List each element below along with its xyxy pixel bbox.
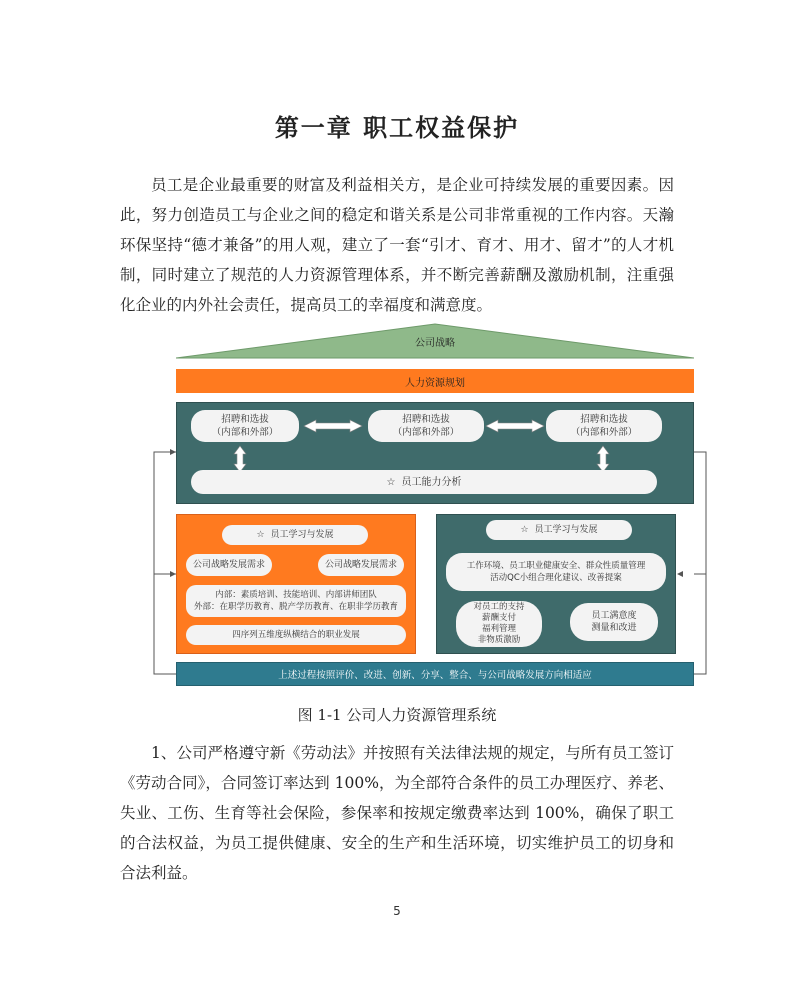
body-text: 1、公司严格遵守新《劳动法》并按照有关法律法规的规定，与所有员工签订《劳动合同》，合同签订率达到 100%，为全部符合条件的员工办理医疗、养老、失业、工伤、生育等社会保险，参保率和按规定缴费率达到 100%，确保了职工的合法权益，为员工提供健康、安全的生产和生活环境，切实维护员工的切身和合法利益。 [120,744,674,882]
star-icon: ☆ [256,529,265,540]
feedback-lines [140,440,720,680]
intro-paragraph [120,170,674,320]
star-icon: ☆ [386,476,396,488]
training-pill: 内部：素质培训、技能培训、内部讲师团队 外部：在职学历教育、脱产学历教育、在职非学历教育 [186,585,406,617]
recruit-pill-3: 招聘和选拔 （内部和外部） [546,410,662,442]
strategy-need-pill-left: 公司战略发展需求 [186,554,272,576]
bottom-bar: 上述过程按照评价、改进、创新、分享、整合、与公司战略发展方向相适应 [176,662,694,686]
body-paragraph [120,738,674,888]
recruit-pill-2: 招聘和选拔 （内部和外部） [368,410,484,442]
page-number: 5 [393,904,401,918]
chapter-title: 第一章 职工权益保护 [274,114,520,142]
intro-text: 员工是企业最重要的财富及利益相关方，是企业可持续发展的重要因素。因此，努力创造员工与企业之间的稳定和谐关系是公司非常重视的工作内容。天瀚环保坚持“德才兼备”的用人观，建立了一套“引才、育才、用才、留才”的人才机制，同时建立了规范的人力资源管理体系，并不断完善薪酬及激励机制，注重强化企业的内外社会责任，提高员工的幸福度和满意度。 [120,176,674,314]
strategy-need-pill-right: 公司战略发展需求 [318,554,404,576]
strategy-label: 公司战略 [415,337,455,349]
recruit-pill-1: 招聘和选拔 （内部和外部） [191,410,299,442]
star-icon: ☆ [520,524,529,535]
figure-caption: 图 1-1 公司人力资源管理系统 [297,706,497,724]
satisfaction-pill: 员工满意度 测量和改进 [570,603,658,641]
right-panel-header-label: 员工学习与发展 [534,524,598,535]
capability-analysis-label: 员工能力分析 [401,476,462,488]
environment-pill: 工作环境、员工职业健康安全、群众性质量管理 活动QC小组合理化建议、改善提案 [446,553,666,591]
support-pill: 对员工的支持 薪酬支付 福利管理 非物质激励 [456,601,542,647]
career-pill: 四序列五维度纵横结合的职业发展 [186,625,406,645]
hr-planning-bar: 人力资源规划 [176,369,694,393]
left-panel-header-label: 员工学习与发展 [270,529,334,540]
